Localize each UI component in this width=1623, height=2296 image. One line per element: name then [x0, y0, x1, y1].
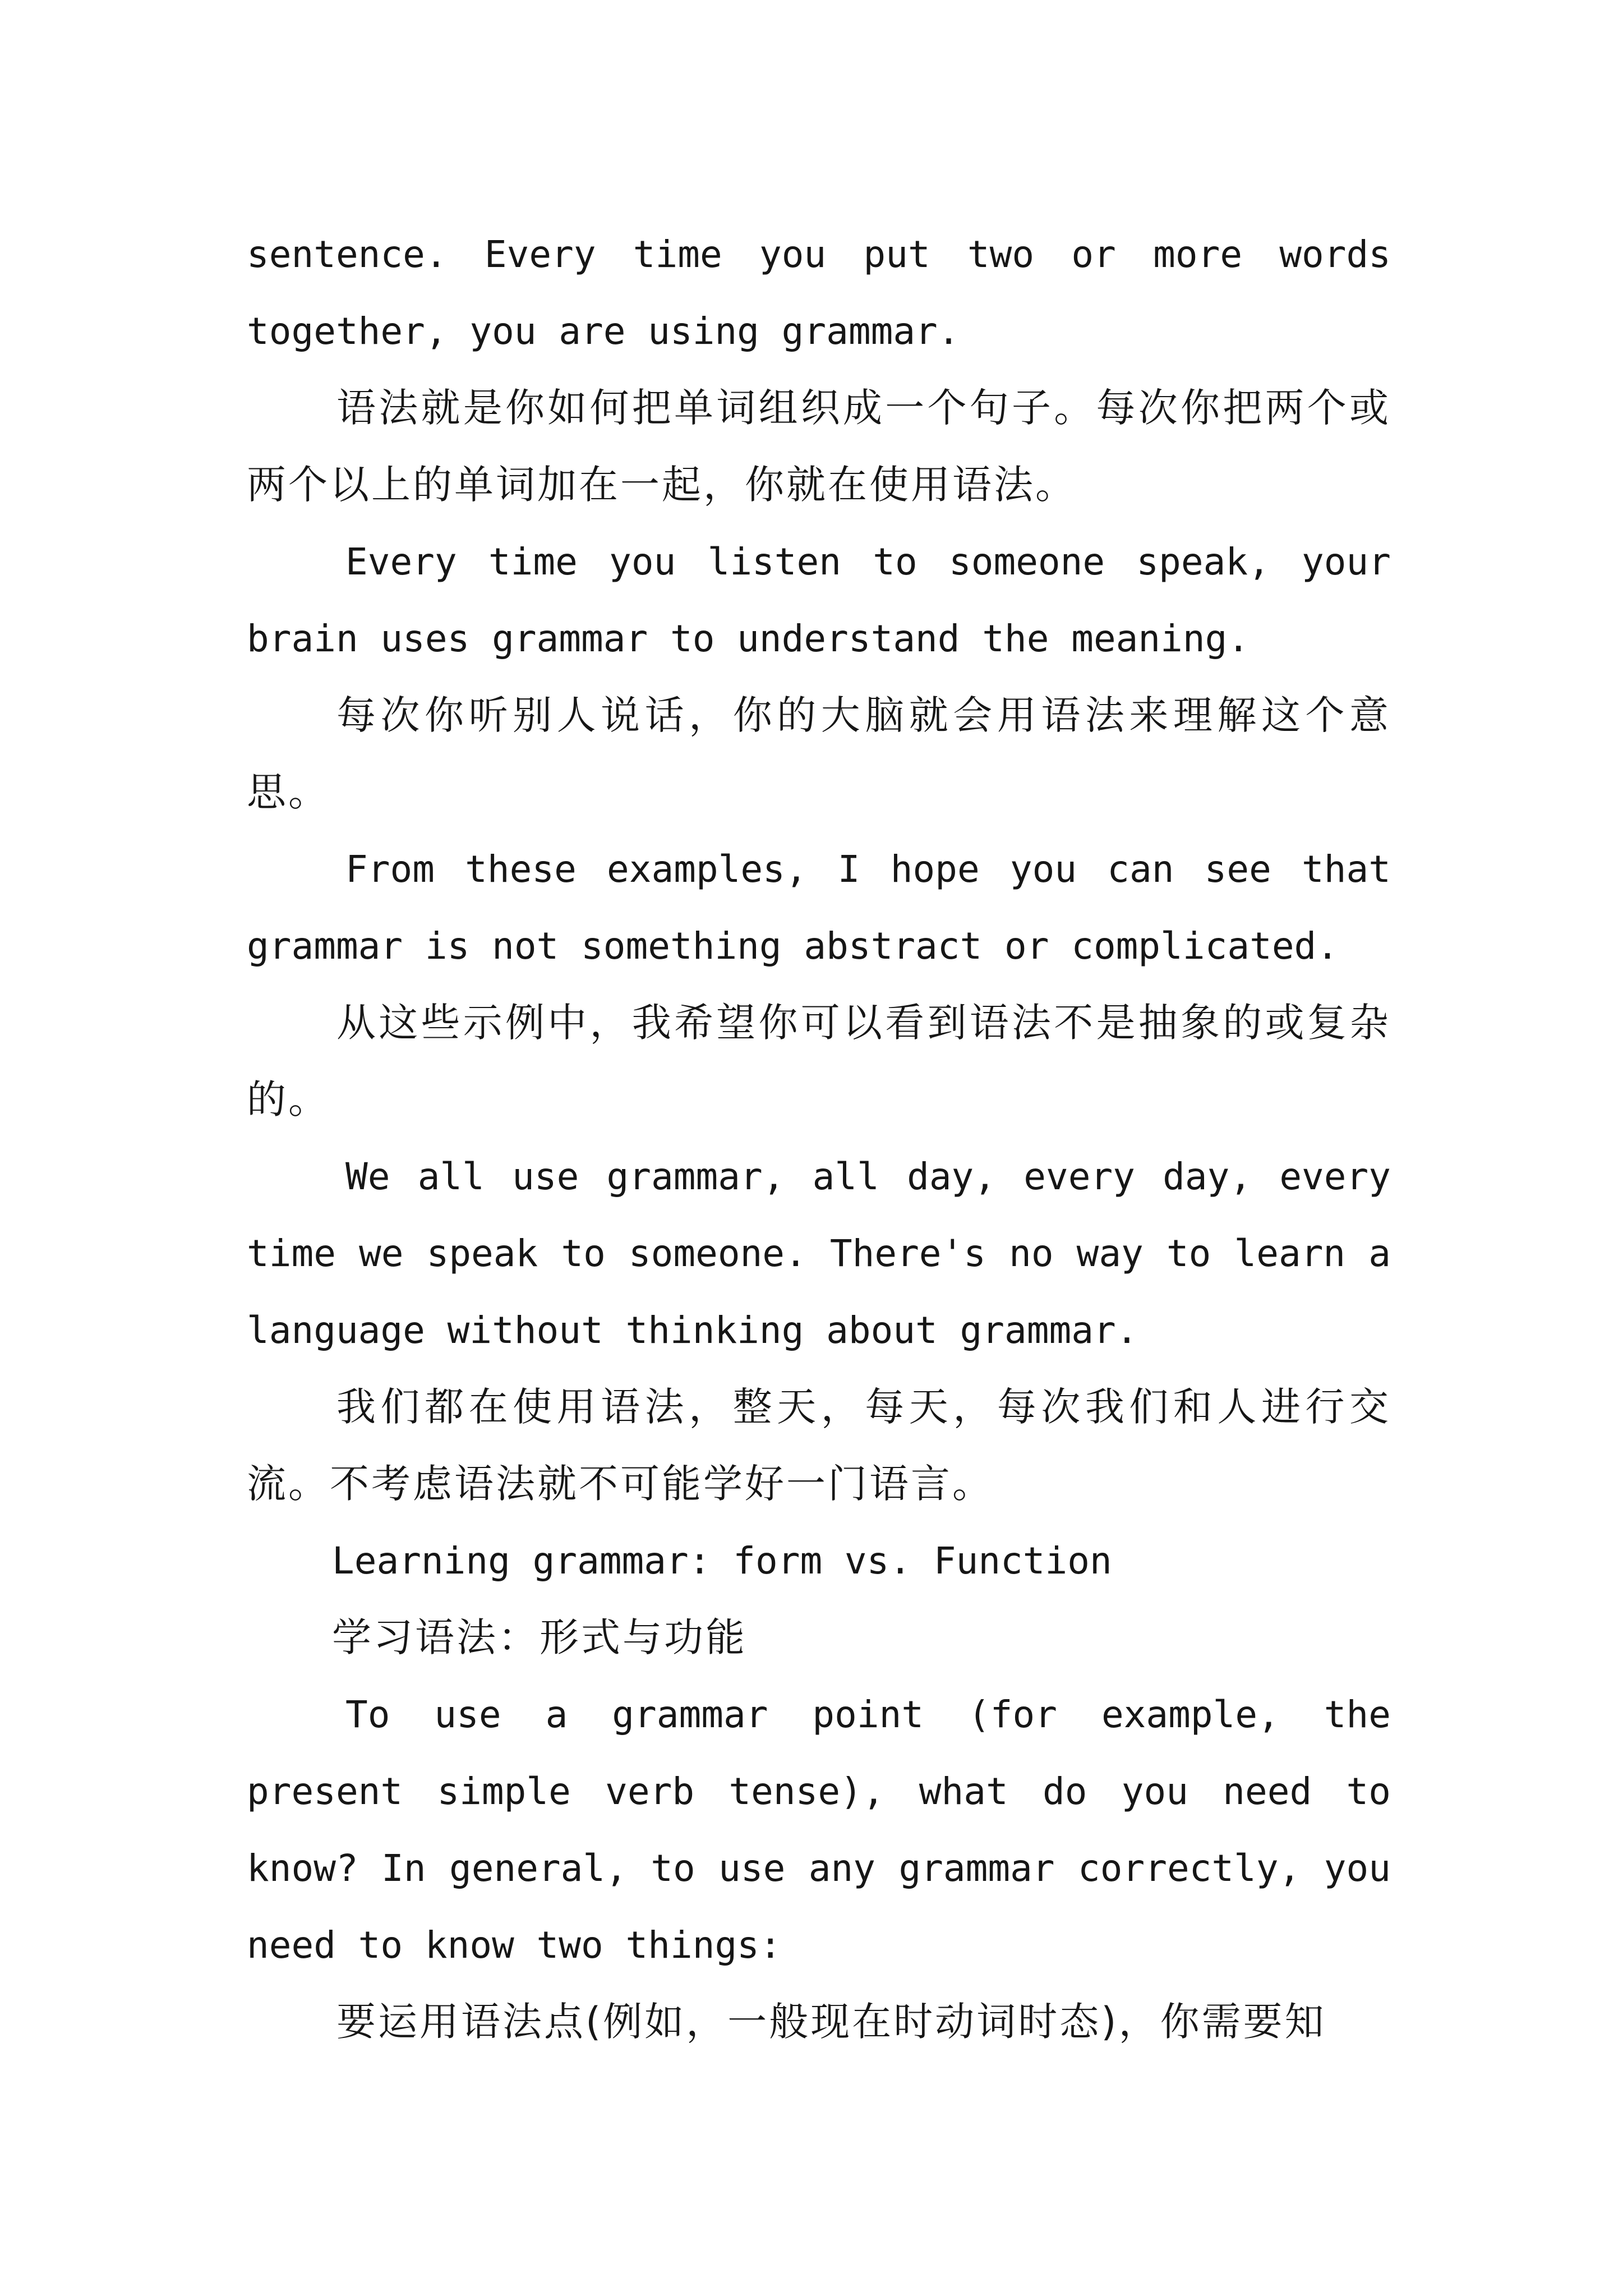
paragraph-zh-grammar-definition: 语法就是你如何把单词组织成一个句子。每次你把两个或两个以上的单词加在一起，你就在使用语法。	[247, 385, 1391, 508]
paragraph-en-grammar-point: To use a grammar point (for example, the present simple verb tense), what do you need to know? In general, to use any grammar correctly, you need to know two things:	[247, 1693, 1391, 1967]
paragraph-en-listening: Every time you listen to someone speak, your brain uses grammar to understand the meaning.	[247, 540, 1391, 660]
heading-en-form-vs-function: Learning grammar: form vs. Function	[332, 1539, 1112, 1582]
paragraph-zh-everyday-use: 我们都在使用语法，整天，每天，每次我们和人进行交流。不考虑语法就不可能学好一门语言。	[247, 1384, 1391, 1507]
paragraph-zh-examples: 从这些示例中，我希望你可以看到语法不是抽象的或复杂的。	[247, 1000, 1391, 1122]
paragraph-en-grammar-definition: sentence. Every time you put two or more words together, you are using grammar.	[247, 233, 1391, 353]
paragraph-zh-listening: 每次你听别人说话，你的大脑就会用语法来理解这个意思。	[247, 692, 1391, 815]
paragraph-zh-grammar-point: 要运用语法点(例如，一般现在时动词时态)，你需要知	[336, 1999, 1326, 2045]
document-body	[247, 216, 1391, 2060]
paragraph-en-everyday-use: We all use grammar, all day, every day, every time we speak to someone. There's no way to learn a language without thinking about grammar.	[247, 1155, 1391, 1352]
heading-zh-form-vs-function: 学习语法：形式与功能	[332, 1614, 747, 1660]
paragraph-en-examples: From these examples, I hope you can see that grammar is not something abstract or complicated.	[247, 848, 1391, 968]
